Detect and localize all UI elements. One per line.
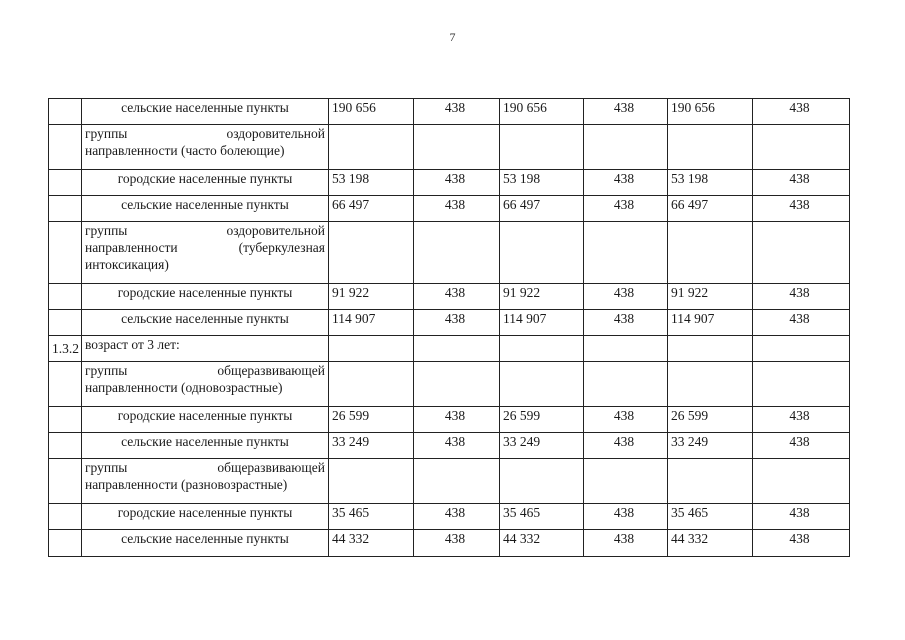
value-cell: 114 907 [668, 310, 753, 336]
value-cell [668, 222, 753, 284]
table-row [49, 310, 850, 336]
settlement-label-cell: сельские населенные пункты [82, 99, 329, 125]
settlement-label-cell: городские населенные пункты [82, 284, 329, 310]
value-cell: 438 [753, 310, 850, 336]
value-cell [500, 125, 584, 170]
row-number-cell [49, 222, 82, 284]
value-cell [753, 459, 850, 504]
value-cell: 438 [584, 530, 668, 557]
value-cell [329, 459, 414, 504]
value-cell: 35 465 [668, 504, 753, 530]
row-number-cell [49, 530, 82, 557]
value-cell: 44 332 [329, 530, 414, 557]
value-cell: 438 [753, 504, 850, 530]
value-cell: 114 907 [500, 310, 584, 336]
row-number-cell [49, 310, 82, 336]
value-cell: 66 497 [500, 196, 584, 222]
value-cell: 438 [414, 310, 500, 336]
value-cell: 438 [753, 170, 850, 196]
table-row [49, 222, 850, 284]
value-cell: 438 [414, 196, 500, 222]
value-cell [668, 459, 753, 504]
table-row [49, 336, 850, 362]
row-number-cell [49, 125, 82, 170]
value-cell: 438 [584, 407, 668, 433]
value-cell: 438 [753, 99, 850, 125]
settlement-label-cell: сельские населенные пункты [82, 530, 329, 557]
value-cell: 35 465 [329, 504, 414, 530]
section-label-cell: возраст от 3 лет: [82, 336, 329, 362]
value-cell [584, 125, 668, 170]
table-row [49, 504, 850, 530]
value-cell: 438 [414, 504, 500, 530]
value-cell: 438 [414, 433, 500, 459]
value-cell: 438 [584, 196, 668, 222]
value-cell: 91 922 [668, 284, 753, 310]
value-cell: 438 [584, 170, 668, 196]
tariff-table [48, 98, 850, 557]
value-cell: 438 [584, 433, 668, 459]
settlement-label-cell: городские населенные пункты [82, 170, 329, 196]
value-cell: 35 465 [500, 504, 584, 530]
value-cell [668, 362, 753, 407]
value-cell [753, 362, 850, 407]
table-row [49, 125, 850, 170]
value-cell [414, 336, 500, 362]
value-cell: 438 [584, 310, 668, 336]
row-number-cell [49, 99, 82, 125]
value-cell: 53 198 [668, 170, 753, 196]
value-cell: 438 [584, 284, 668, 310]
value-cell [414, 459, 500, 504]
value-cell [414, 362, 500, 407]
table-row [49, 530, 850, 557]
value-cell [329, 336, 414, 362]
value-cell: 438 [753, 407, 850, 433]
settlement-label-cell: сельские населенные пункты [82, 196, 329, 222]
value-cell: 438 [753, 530, 850, 557]
value-cell [668, 336, 753, 362]
value-cell: 438 [584, 99, 668, 125]
page-number: 7 [449, 30, 456, 44]
table-row [49, 196, 850, 222]
value-cell [584, 362, 668, 407]
value-cell: 33 249 [668, 433, 753, 459]
value-cell [753, 336, 850, 362]
table-body [49, 99, 850, 557]
value-cell [584, 336, 668, 362]
value-cell: 438 [753, 284, 850, 310]
value-cell: 53 198 [500, 170, 584, 196]
table-row [49, 459, 850, 504]
value-cell: 91 922 [329, 284, 414, 310]
row-number-cell [49, 362, 82, 407]
row-number-cell [49, 433, 82, 459]
value-cell: 44 332 [500, 530, 584, 557]
row-number-cell: 1.3.2 [49, 336, 82, 362]
group-label-cell: группы оздоровительной направленности (туберкулезная интоксикация) [82, 222, 329, 284]
value-cell [329, 125, 414, 170]
value-cell [753, 125, 850, 170]
value-cell [329, 222, 414, 284]
value-cell: 438 [414, 99, 500, 125]
settlement-label-cell: сельские населенные пункты [82, 433, 329, 459]
value-cell [414, 125, 500, 170]
value-cell: 26 599 [668, 407, 753, 433]
value-cell: 33 249 [500, 433, 584, 459]
value-cell [329, 362, 414, 407]
table-row [49, 99, 850, 125]
table-row [49, 362, 850, 407]
value-cell [500, 459, 584, 504]
value-cell [584, 459, 668, 504]
group-label-cell: группы общеразвивающей направленности (разновозрастные) [82, 459, 329, 504]
table-row [49, 170, 850, 196]
settlement-label-cell: сельские населенные пункты [82, 310, 329, 336]
row-number-cell [49, 459, 82, 504]
value-cell: 438 [414, 530, 500, 557]
value-cell: 190 656 [329, 99, 414, 125]
value-cell: 438 [584, 504, 668, 530]
value-cell: 438 [753, 196, 850, 222]
table-row [49, 433, 850, 459]
value-cell [668, 125, 753, 170]
value-cell: 438 [414, 284, 500, 310]
group-label-cell: группы оздоровительной направленности (часто болеющие) [82, 125, 329, 170]
row-number-cell [49, 504, 82, 530]
value-cell [584, 222, 668, 284]
value-cell [500, 336, 584, 362]
row-number-cell [49, 170, 82, 196]
value-cell: 114 907 [329, 310, 414, 336]
value-cell: 190 656 [500, 99, 584, 125]
settlement-label-cell: городские населенные пункты [82, 407, 329, 433]
value-cell: 438 [414, 170, 500, 196]
row-number-cell [49, 196, 82, 222]
table-row [49, 284, 850, 310]
row-number-cell [49, 407, 82, 433]
value-cell: 438 [414, 407, 500, 433]
value-cell: 438 [753, 433, 850, 459]
value-cell: 44 332 [668, 530, 753, 557]
value-cell [500, 222, 584, 284]
value-cell: 26 599 [329, 407, 414, 433]
row-number-cell [49, 284, 82, 310]
settlement-label-cell: городские населенные пункты [82, 504, 329, 530]
value-cell: 66 497 [668, 196, 753, 222]
value-cell: 33 249 [329, 433, 414, 459]
table-row [49, 407, 850, 433]
value-cell [414, 222, 500, 284]
value-cell [500, 362, 584, 407]
value-cell [753, 222, 850, 284]
value-cell: 26 599 [500, 407, 584, 433]
group-label-cell: группы общеразвивающей направленности (одновозрастные) [82, 362, 329, 407]
value-cell: 53 198 [329, 170, 414, 196]
value-cell: 190 656 [668, 99, 753, 125]
value-cell: 91 922 [500, 284, 584, 310]
value-cell: 66 497 [329, 196, 414, 222]
